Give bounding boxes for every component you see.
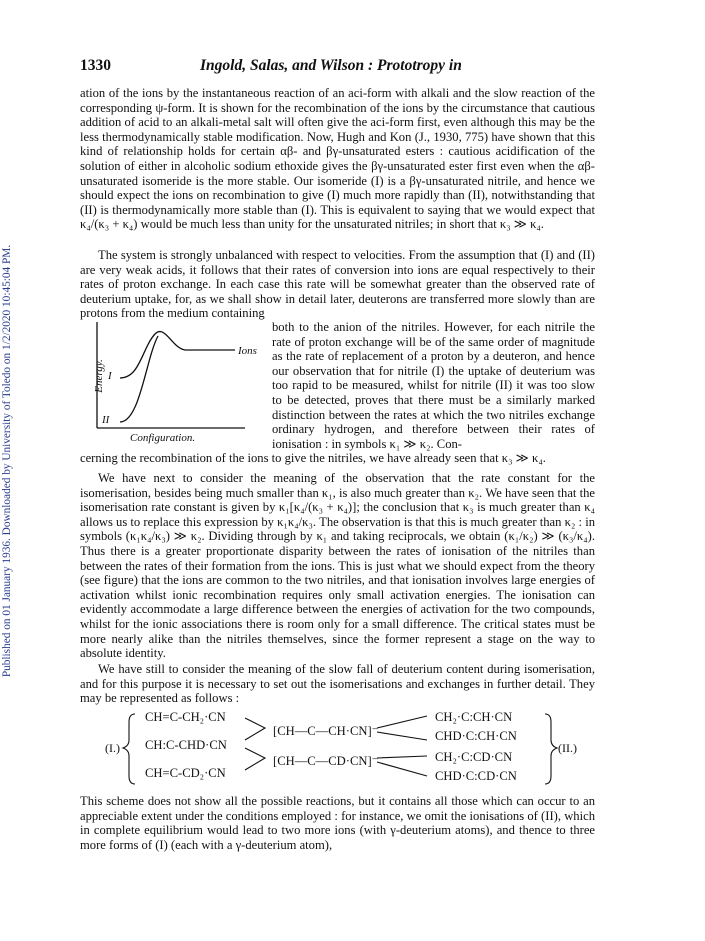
curve-II	[120, 336, 158, 422]
y-axis-label: Energy.	[92, 359, 105, 393]
running-head: Ingold, Salas, and Wilson : Prototropy in	[200, 57, 462, 74]
right-molecule-2: CHD·C:CH·CN	[435, 729, 517, 743]
page-header	[80, 57, 590, 77]
left-molecule-3: CH=C-CD₂·CN	[145, 766, 226, 780]
curve-I	[120, 332, 235, 378]
middle-ion-1: [CH—C—CH·CN]⁻	[273, 724, 379, 738]
paragraph-2-wrap: both to the anion of the nitriles. However, for each nitrile the rate of proton exchange will be of the same order of magnitude as the rate of replacement of a proton by a deuteron, and hence our observation that for nitrile (I) the uptake of deuterium was too rapid to be measured, whilst for nitrile (II) it was too slow to be detected, proves that there must be a similarly marked distinction between the rates at which the two nitriles exchange ordinary hydrogen, and therefore between their rates of ionisation : in symbols κ₁ ≫ κ₂. Con-	[272, 320, 595, 451]
ions-label: Ions	[238, 345, 257, 357]
paragraph-5: We have still to consider the meaning of the slow fall of deuterium content during isomerisation, and for this purpose it is necessary to set out the isomerisations and exchanges in further detail. They may be represented as follows :	[80, 662, 595, 706]
right-brace	[545, 714, 557, 784]
equilibrium-arrow-2	[245, 748, 265, 770]
forward-arrows-2	[377, 756, 427, 776]
left-molecule-1: CH=C-CH₂·CN	[145, 710, 226, 724]
paragraph-2: The system is strongly unbalanced with respect to velocities. From the assumption that (I) and (II) are very weak acids, it follows that their rates of conversion into ions are equal respectively to their rates of proton exchange. In each case this rate will be somewhat greater than the observed rate of deuterium uptake, for, as we shall show in detail later, deuterons are transferred more slowly than are protons from the medium containing	[80, 248, 595, 321]
right-molecule-3: CH₂·C:CD·CN	[435, 750, 513, 764]
page-number: 1330	[80, 57, 111, 74]
energy-diagram-svg	[80, 318, 270, 450]
right-molecule-1: CH₂·C:CH·CN	[435, 710, 513, 724]
left-brace	[123, 714, 135, 784]
paragraph-1: ation of the ions by the instantaneous reaction of an aci-form with alkali and the slow reaction of the corresponding ψ-form. It is shown for the recombination of the ions by the circumstance that cautious addition of acid to an alkali-metal salt will often give the aci-form first, even although this may be the less thermodynamically stable modification. Now, Hugh and Kon (J., 1930, 775) have shown that this kind of relationship holds for certain αβ- and βγ-unsaturated esters : cautious acidification of the solution of either in alcoholic sodium ethoxide gives the βγ-unsaturated ester first even when the αβ-unsaturated isomeride is the more stable. Our isomeride (I) is a βγ-unsaturated nitrile, and hence we should expect the ions on recombination to give (I) much more rapidly than (II), notwithstanding that (II) is thermodynamically more stable than (I). This is equivalent to saying that we would expect that κ₄/(κ₃ + κ₄) would be much less than unity for the unsaturated nitriles; in short that κ₃ ≫ κ₄.	[80, 86, 595, 232]
equilibrium-arrow-1	[245, 718, 265, 740]
left-molecule-2: CH:C-CHD·CN	[145, 738, 227, 752]
forward-arrows-1	[377, 716, 427, 740]
energy-diagram	[80, 318, 270, 450]
x-axis-label: Configuration.	[130, 432, 196, 444]
download-watermark: Published on 01 January 1936. Downloaded by University of Toledo on 1/2/2020 10:45:04 PM.	[1, 244, 13, 678]
scheme-tag-left: (I.)	[105, 741, 120, 755]
paragraph-3: cerning the recombination of the ions to give the nitriles, we have already seen that κ₃ ≫ κ₄.	[80, 451, 546, 465]
curve-I-label: I	[108, 370, 112, 382]
paragraph-6: This scheme does not show all the possible reactions, but it contains all those which can occur to an appreciable extent under the conditions employed : for instance, we omit the ionisations of (II), which in complete equilibrium would lead to two more ions (with γ-deuterium atoms), and thence to three more forms of (I) (each with a γ-deuterium atom),	[80, 794, 595, 852]
middle-ion-2: [CH—C—CD·CN]⁻	[273, 754, 379, 768]
right-molecule-4: CHD·C:CD·CN	[435, 769, 517, 783]
paragraph-4: We have next to consider the meaning of the observation that the rate constant for the isomerisation, besides being much smaller than κ₁, is also much greater than κ₂. We have seen that the isomerisation rate constant is given by κ₁[κ₄/(κ₃ + κ₄)]; the conclusion that κ₃ is much greater than κ₄ allows us to replace this expression by κ₁κ₄/κ₃. The observation is that this is much greater than κ₂ : in symbols (κ₁κ₄/κ₃) ≫ κ₂. Dividing through by κ₁ and taking reciprocals, we obtain (κ₁/κ₂) ≫ (κ₃/κ₄). Thus there is a greater proportionate disparity between the rates of ionisation of the nitriles than between the rates of their formation from the ions. This is just what we should expect from the theory (see figure) that the ions are common to the two nitriles, and that ionisation involves large energies of activation whilst ionic recombination requires only small activation energies. The ionisation can evidently accommodate a large difference between the energies of activation for the two compounds, whilst for the ionic associations there is room only for a small difference. The critical states must be more nearly alike than the nitriles themselves, since the former represent a stage on the way to absolute identity.	[80, 471, 595, 661]
reaction-scheme	[105, 710, 595, 788]
curve-II-label: II	[102, 414, 110, 426]
scheme-tag-right: (II.)	[558, 741, 577, 755]
